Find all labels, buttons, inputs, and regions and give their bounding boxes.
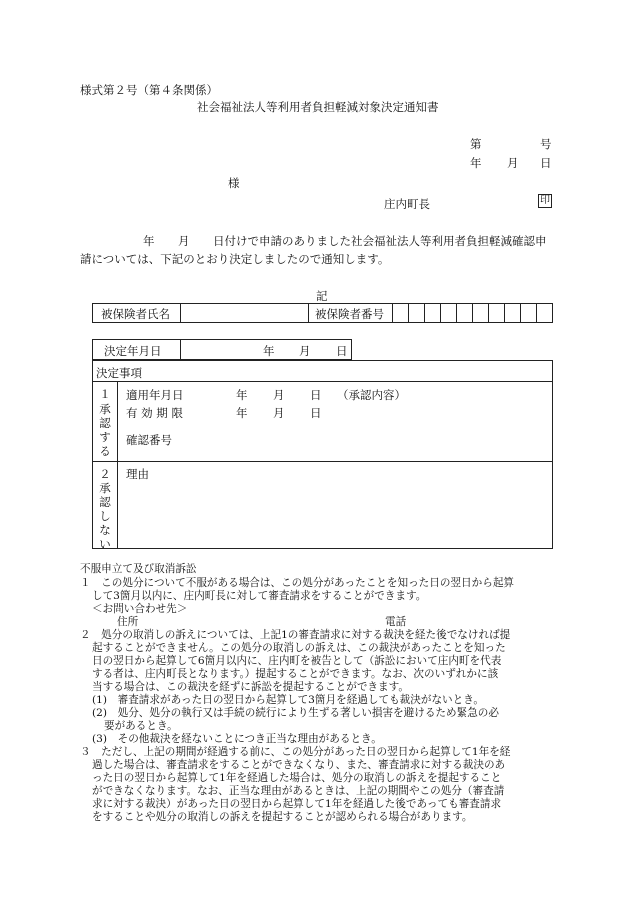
approval-content-label: （承認内容） (337, 388, 406, 402)
valid-nen: 年 (236, 406, 248, 420)
note3-line-c: った日の翌日から起算して1年を経過した場合は、処分の取消しの訴えを提起すること (92, 772, 502, 784)
insured-number-label: 被保険者番号 (315, 307, 384, 321)
note1-line-b: して3箇月以内に、庄内町長に対して審査請求をすることができます。 (92, 590, 427, 602)
note3-line-d: ができなくなります。なお、正当な理由があるときは、上記の期間やこの処分（審査請 (92, 785, 505, 797)
decision-matters-label: 決定事項 (96, 366, 142, 380)
insured-name-field (180, 303, 308, 323)
intro-nen: 年 (143, 234, 155, 248)
intro-line2: 請については、下記のとおり決定しましたので通知します。 (80, 252, 390, 266)
date-hi: 日 (540, 156, 552, 170)
note2-item3: (3) その他裁決を経ないことにつき正当な理由があるとき。 (92, 733, 382, 745)
contact-address-label: 住所 (117, 616, 139, 628)
note3-line-b: 過した場合は、審査請求をすることができなくなり、また、審査請求に対する裁決のあ (92, 759, 506, 771)
approve-number: １ (99, 387, 111, 401)
valid-period-label: 有 効 期 限 (126, 406, 183, 420)
confirm-number-label: 確認番号 (126, 433, 172, 447)
insured-number-field (392, 303, 553, 323)
note2-line-b: 起することができません。この処分の取消しの訴えは、この裁決があったことを知った (92, 642, 506, 654)
decision-tsuki: 月 (299, 344, 311, 358)
decision-nen: 年 (263, 344, 275, 358)
note2-line-d: する者は、庄内町長となります。）提起することができます。なお、次のいずれかに該 (92, 668, 499, 680)
reason-label: 理由 (126, 467, 149, 481)
note1-contact-label: ＜お問い合わせ先＞ (92, 603, 188, 615)
note2-item1: (1) 審査請求があった日の翌日から起算して3箇月を経過しても裁決がないとき。 (92, 694, 484, 706)
note2-line-c: 日の翌日から起算して6箇月以内に、庄内町を被告として（訴訟において庄内町を代表 (92, 655, 502, 667)
intro-tsuki: 月 (178, 234, 190, 248)
number-dai: 第 (470, 137, 482, 151)
issuer-name: 庄内町長 (384, 197, 430, 211)
decision-hi: 日 (336, 344, 348, 358)
note3-line-a: ３ ただし、上記の期間が経過する前に、この処分があった日の翌日から起算して1年を経 (80, 746, 511, 758)
addressee-sama: 様 (228, 176, 240, 190)
number-go: 号 (540, 137, 552, 151)
insured-name-label: 被保険者氏名 (101, 307, 170, 321)
apply-tsuki: 月 (273, 388, 285, 402)
valid-tsuki: 月 (273, 406, 285, 420)
seal-mark: 印 (540, 195, 550, 206)
contact-tel-label: 電話 (385, 616, 407, 628)
deny-number: ２ (99, 467, 111, 481)
form-label: 様式第２号（第４条関係） (80, 83, 218, 97)
note2-item2-a: (2) 処分、処分の執行又は手続の続行により生ずる著しい損害を避けるため緊急の必 (92, 707, 499, 719)
note1-line-a: １ この処分について不服がある場合は、この処分があったことを知った日の翌日から起算 (80, 577, 515, 589)
date-nen: 年 (470, 156, 482, 170)
apply-hi: 日 (310, 388, 322, 402)
note2-line-a: ２ 処分の取消しの訴えについては、上記1の審査請求に対する裁決を経た後でなければ提 (80, 629, 511, 641)
note2-line-e: 当する場合は、この裁決を経ずに訴訟を提起することができます。 (92, 681, 409, 693)
document-title: 社会福祉法人等利用者負担軽減対象決定通知書 (197, 100, 439, 114)
note2-item2-b: 要があるとき。 (104, 720, 178, 732)
ki-label: 記 (316, 289, 328, 303)
date-tsuki: 月 (507, 156, 519, 170)
apply-date-label: 適用年月日 (126, 388, 184, 402)
valid-hi: 日 (310, 406, 322, 420)
deny-vertical-label: 承認しない (99, 481, 111, 551)
decision-date-label: 決定年月日 (104, 344, 162, 358)
note3-line-f: をすることや処分の取消しの訴えを提起することが認められる場合があります。 (92, 811, 473, 823)
note3-line-e: 求に対する裁決）があった日の翌日から起算して1年を経過した後であっても審査請求 (92, 798, 502, 810)
approve-vertical-label: 承認する (99, 402, 111, 458)
intro-line1: 日付けで申請のありました社会福祉法人等利用者負担軽減確認申 (213, 234, 547, 248)
apply-nen: 年 (236, 388, 248, 402)
notes-heading: 不服申立て及び取消訴訟 (80, 563, 197, 575)
